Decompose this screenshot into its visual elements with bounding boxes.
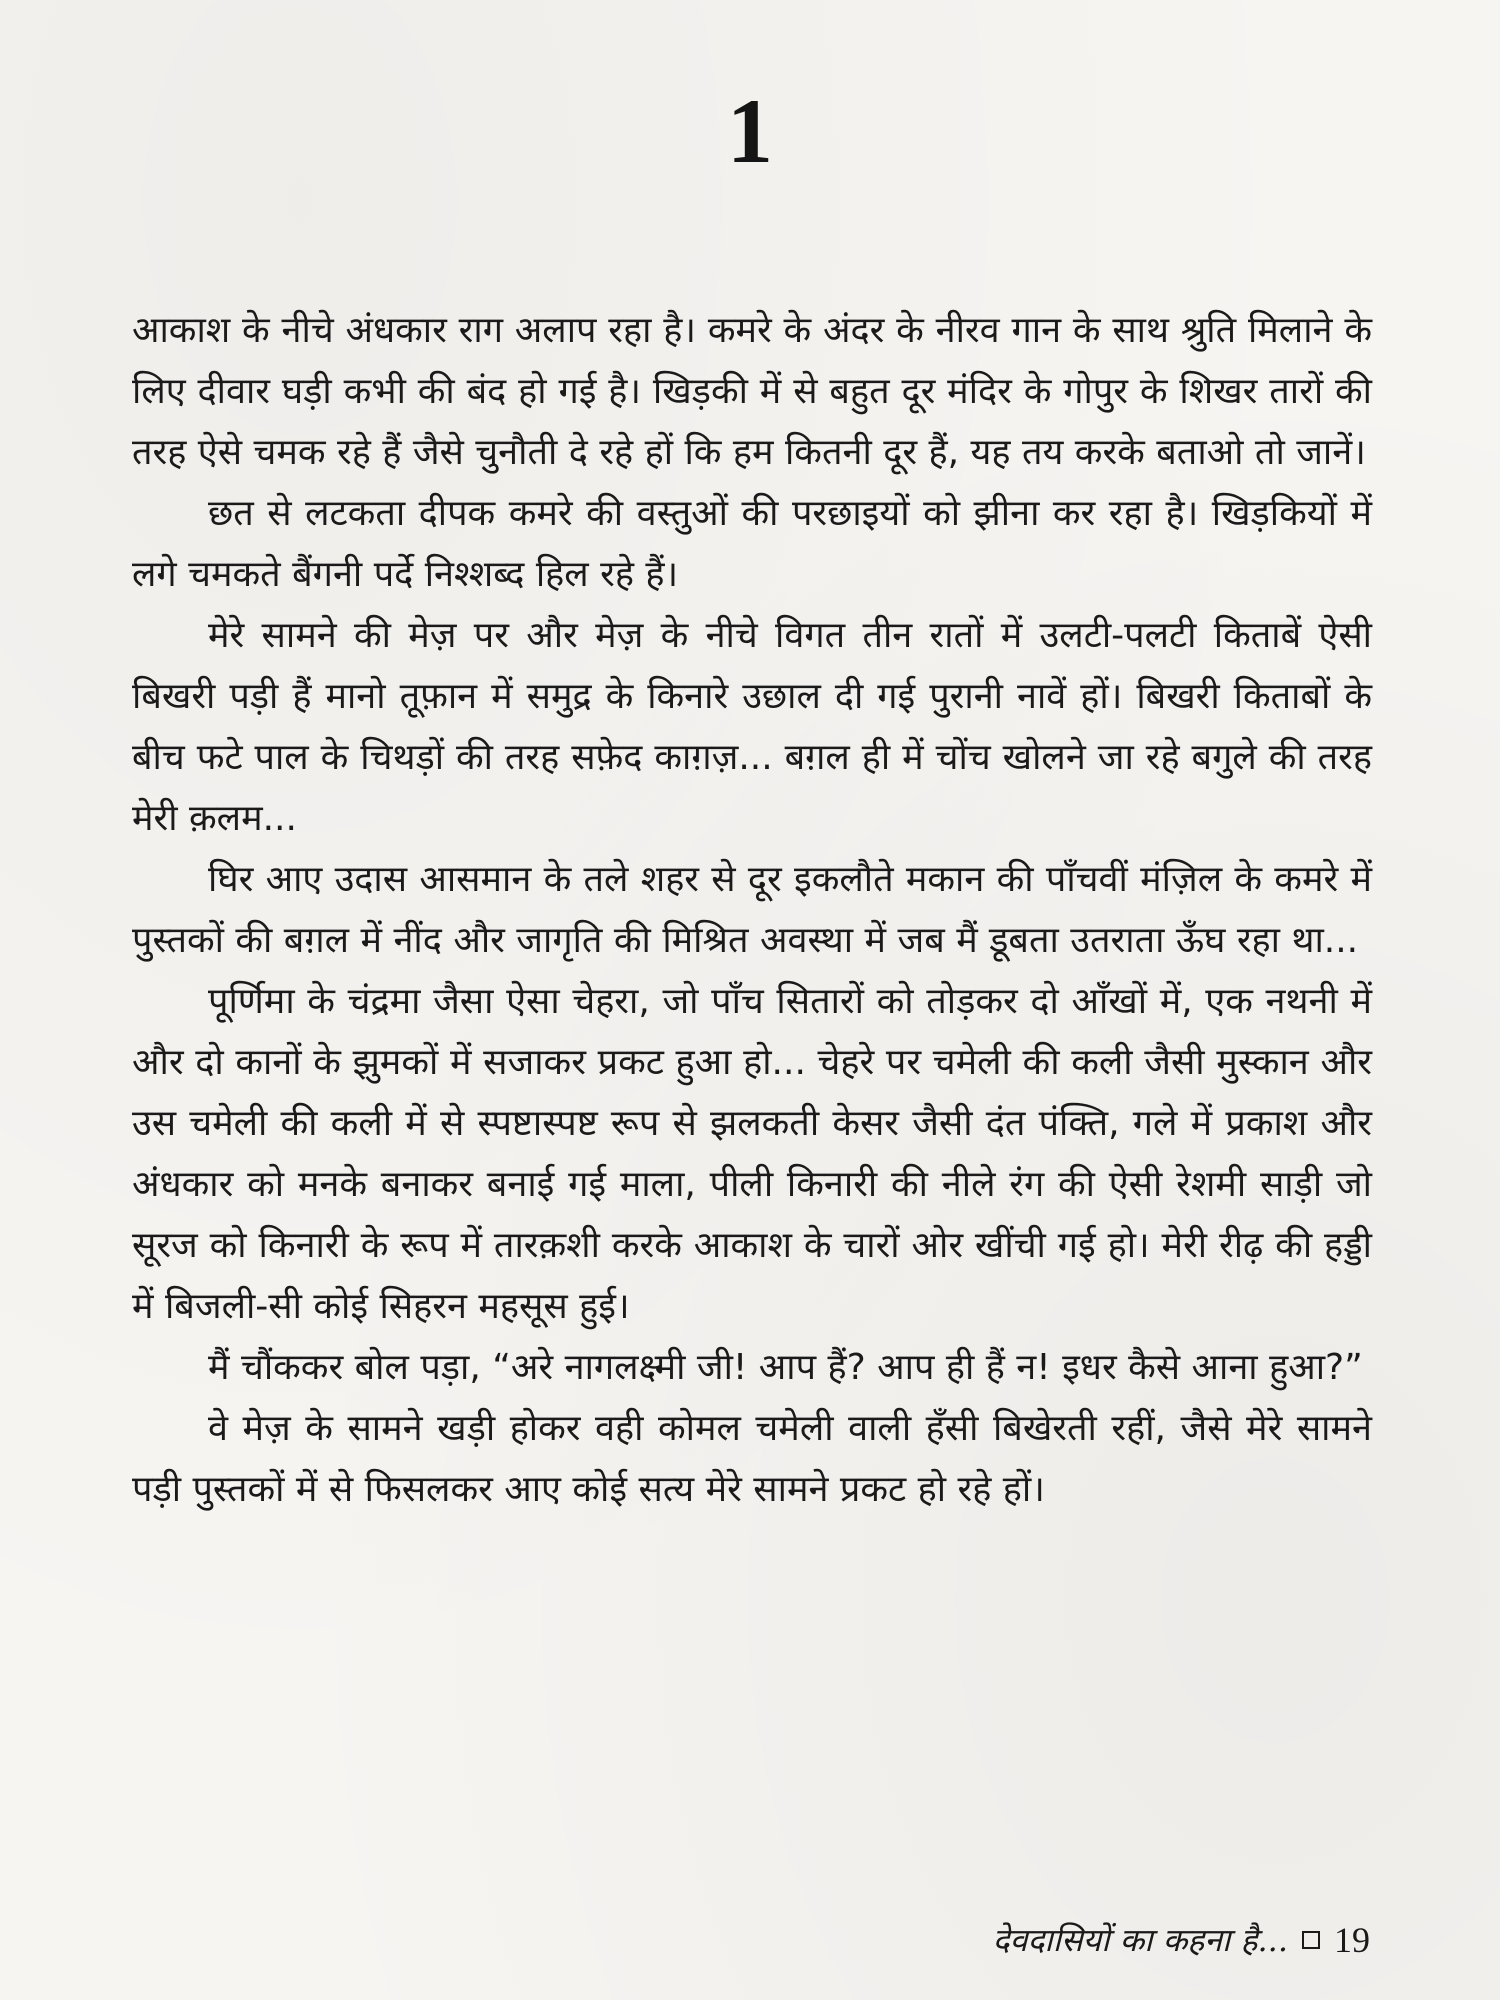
paragraph-2: छत से लटकता दीपक कमरे की वस्तुओं की परछाइयों को झीना कर रहा है। खिड़कियों में लगे चमकते बैंगनी पर्दे निश्शब्द हिल रहे हैं। (132, 493, 1372, 595)
chapter-body (132, 300, 1372, 1520)
page-footer (993, 1922, 1370, 1958)
paragraph-6: मैं चौंककर बोल पड़ा, “अरे नागलक्ष्मी जी! आप हैं? आप ही हैं न! इधर कैसे आना हुआ?” (208, 1347, 1363, 1388)
chapter-number: 1 (727, 80, 773, 182)
square-bullet-icon (1302, 1931, 1320, 1949)
paragraph-5: पूर्णिमा के चंद्रमा जैसा ऐसा चेहरा, जो पाँच सितारों को तोड़कर दो आँखों में, एक नथनी में और दो कानों के झुमकों में सजाकर प्रकट हुआ हो... चेहरे पर चमेली की कली जैसी मुस्कान और उस चमेली की कली में से स्पष्टास्पष्ट रूप से झलकती केसर जैसी दंत पंक्ति, गले में प्रकाश और अंधकार को मनके बनाकर बनाई गई माला, पीली किनारी की नीले रंग की ऐसी रेशमी साड़ी जो सूरज को किनारी के रूप में तारक़शी करके आकाश के चारों ओर खींची गई हो। मेरी रीढ़ की हड्डी में बिजली-सी कोई सिहरन महसूस हुई। (132, 981, 1372, 1327)
running-title: देवदासियों का कहना है... (992, 1921, 1288, 1959)
paragraph-1: आकाश के नीचे अंधकार राग अलाप रहा है। कमरे के अंदर के नीरव गान के साथ श्रुति मिलाने के लिए दीवार घड़ी कभी की बंद हो गई है। खिड़की में से बहुत दूर मंदिर के गोपुर के शिखर तारों की तरह ऐसे चमक रहे हैं जैसे चुनौती दे रहे हों कि हम कितनी दूर हैं, यह तय करके बताओ तो जानें। (132, 310, 1372, 473)
paragraph-4: घिर आए उदास आसमान के तले शहर से दूर इकलौते मकान की पाँचवीं मंज़िल के कमरे में पुस्तकों की बग़ल में नींद और जागृति की मिश्रित अवस्था में जब मैं डूबता उतराता ऊँघ रहा था... (132, 859, 1372, 961)
paragraph-3: मेरे सामने की मेज़ पर और मेज़ के नीचे विगत तीन रातों में उलटी-पलटी किताबें ऐसी बिखरी पड़ी हैं मानो तूफ़ान में समुद्र के किनारे उछाल दी गई पुरानी नावें हों। बिखरी किताबों के बीच फटे पाल के चिथड़ों की तरह सफ़ेद काग़ज़... बग़ल ही में चोंच खोलने जा रहे बगुले की तरह मेरी क़लम... (132, 615, 1372, 839)
page-number: 19 (1334, 1920, 1370, 1960)
paragraph-7: वे मेज़ के सामने खड़ी होकर वही कोमल चमेली वाली हँसी बिखेरती रहीं, जैसे मेरे सामने पड़ी पुस्तकों में से फिसलकर आए कोई सत्य मेरे सामने प्रकट हो रहे हों। (132, 1408, 1372, 1510)
